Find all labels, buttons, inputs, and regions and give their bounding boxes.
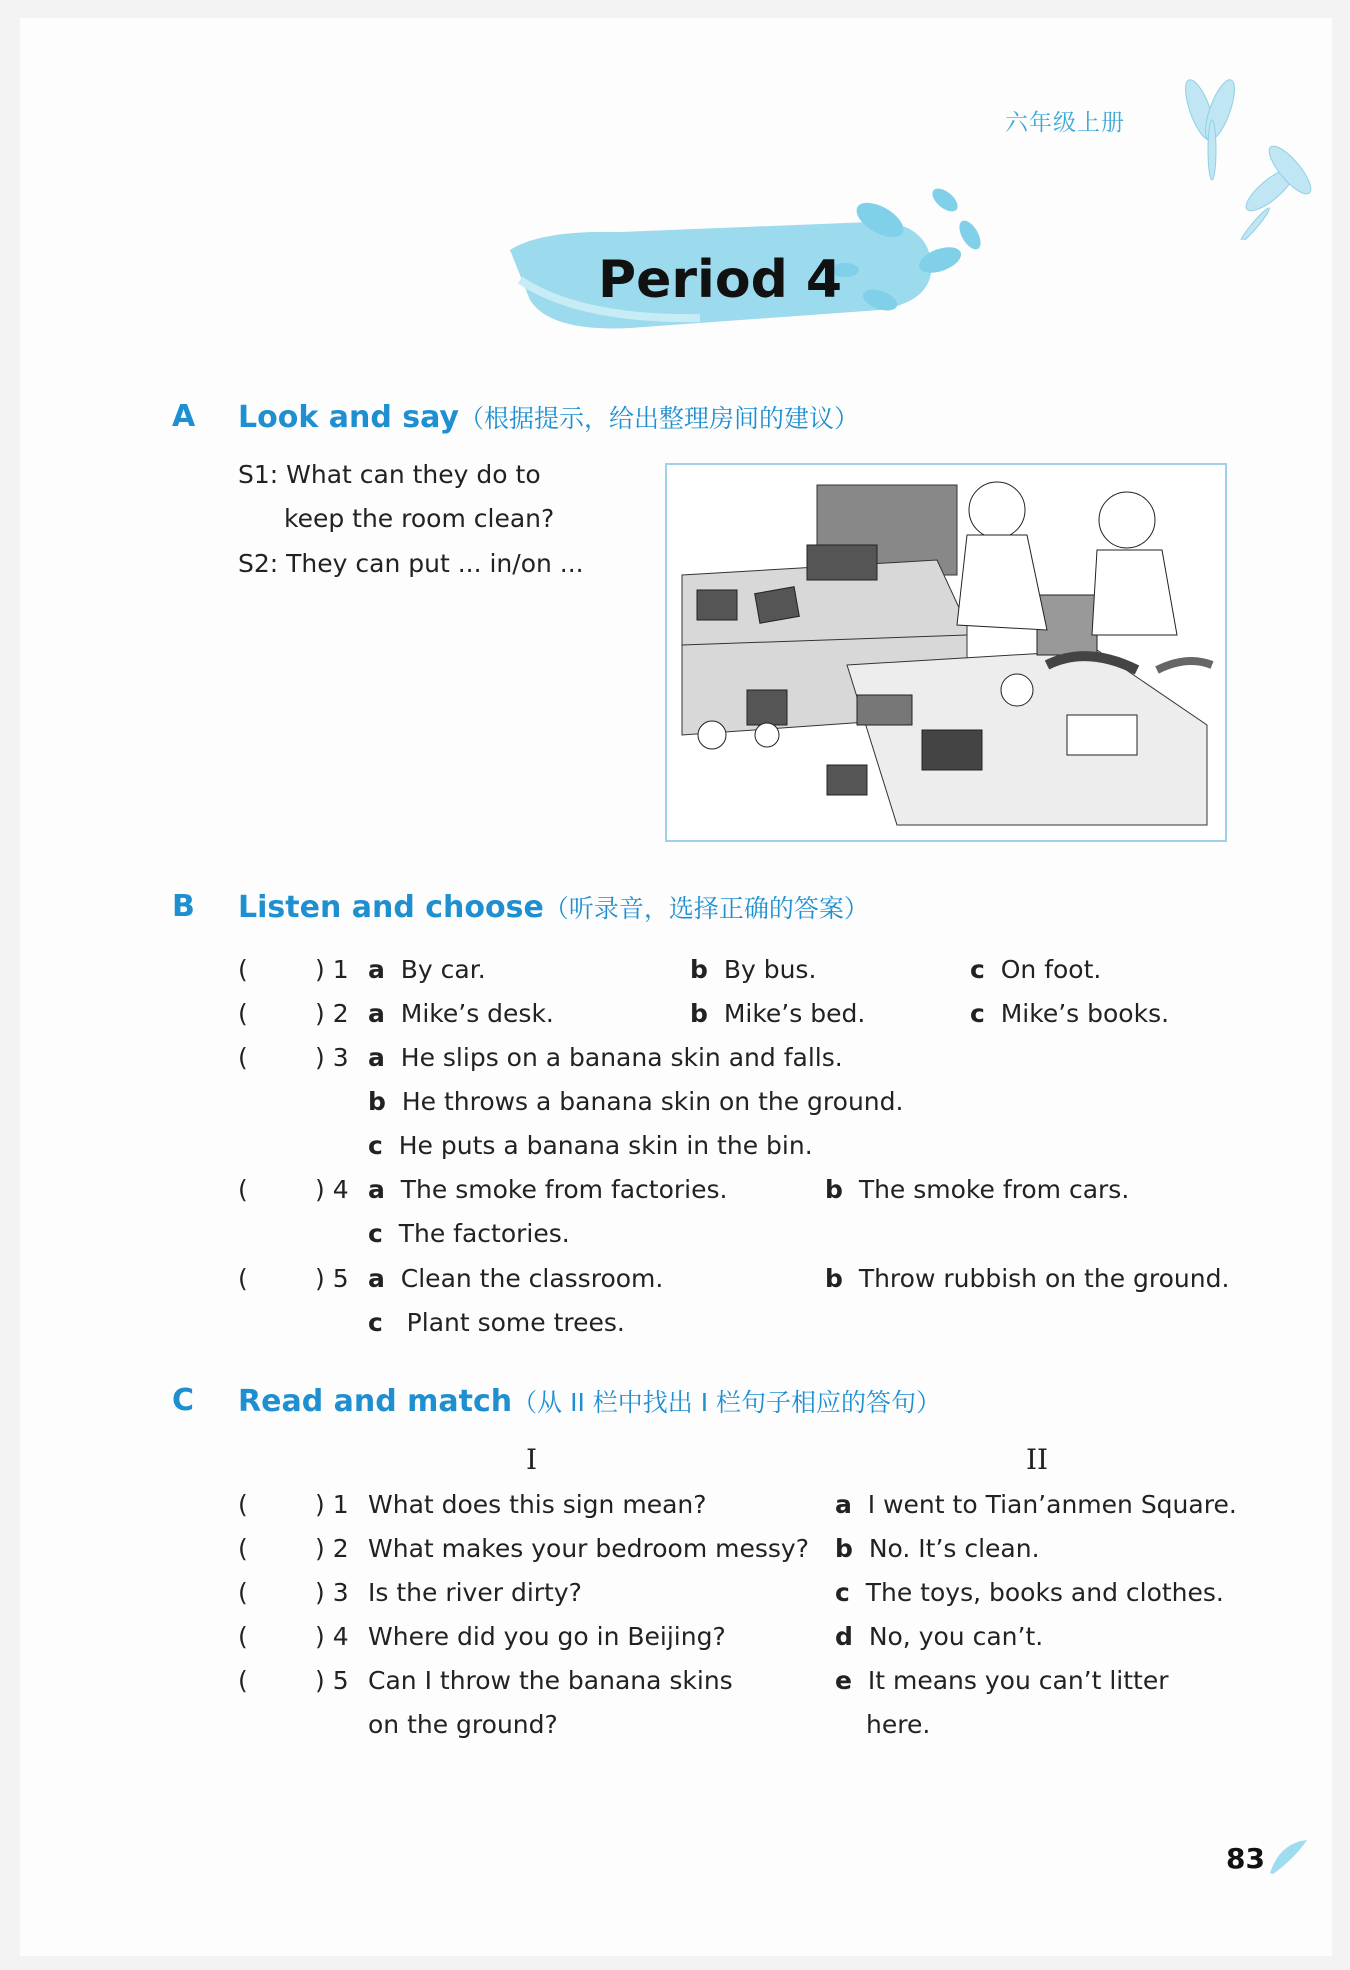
match-question: Where did you go in Beijing? bbox=[368, 1622, 726, 1651]
option-b: b Mike’s bed. bbox=[690, 999, 866, 1028]
section-a-title: Look and say bbox=[238, 400, 459, 435]
match-answer: a I went to Tian’anmen Square. bbox=[835, 1490, 1237, 1519]
option-b: b The smoke from cars. bbox=[825, 1175, 1130, 1204]
leaf-icon bbox=[1265, 1838, 1310, 1878]
answer-bracket[interactable]: ( bbox=[238, 955, 248, 984]
option-c: c On foot. bbox=[970, 955, 1102, 984]
question-number: ) 5 bbox=[315, 1264, 349, 1293]
match-answer: e It means you can’t litter bbox=[835, 1666, 1169, 1695]
question-number: ) 4 bbox=[315, 1622, 349, 1651]
page-number: 83 bbox=[1226, 1842, 1265, 1875]
column-one-header: I bbox=[526, 1443, 538, 1476]
option-c: c Plant some trees. bbox=[368, 1308, 625, 1337]
option-c: c He puts a banana skin in the bin. bbox=[368, 1131, 813, 1160]
question-number: ) 3 bbox=[315, 1043, 349, 1072]
question-number: ) 3 bbox=[315, 1578, 349, 1607]
section-c-heading bbox=[238, 1383, 941, 1419]
section-a-heading bbox=[238, 399, 859, 435]
section-b-subtitle: （听录音，选择正确的答案） bbox=[543, 894, 869, 923]
match-question: What does this sign mean? bbox=[368, 1490, 707, 1519]
column-two-header: II bbox=[1026, 1443, 1049, 1476]
question-number: ) 4 bbox=[315, 1175, 349, 1204]
question-number: ) 2 bbox=[315, 999, 349, 1028]
section-b-letter: B bbox=[172, 889, 195, 924]
answer-bracket[interactable]: ( bbox=[238, 1578, 248, 1607]
option-b: b By bus. bbox=[690, 955, 817, 984]
answer-bracket[interactable]: ( bbox=[238, 1264, 248, 1293]
match-question-continued: on the ground? bbox=[368, 1710, 558, 1739]
answer-bracket[interactable]: ( bbox=[238, 1622, 248, 1651]
dialogue-line: S1: What can they do to bbox=[238, 460, 541, 489]
option-a: a By car. bbox=[368, 955, 486, 984]
option-a: a Mike’s desk. bbox=[368, 999, 554, 1028]
section-a-subtitle: （根据提示，给出整理房间的建议） bbox=[459, 404, 860, 433]
dialogue-line: keep the room clean? bbox=[284, 504, 555, 533]
section-b-heading bbox=[238, 889, 869, 925]
question-number: ) 1 bbox=[315, 955, 349, 984]
match-answer: d No, you can’t. bbox=[835, 1622, 1044, 1651]
option-b: b Throw rubbish on the ground. bbox=[825, 1264, 1230, 1293]
section-a-letter: A bbox=[172, 399, 196, 434]
option-a: a The smoke from factories. bbox=[368, 1175, 728, 1204]
match-question: Is the river dirty? bbox=[368, 1578, 582, 1607]
match-answer-continued: here. bbox=[866, 1710, 931, 1739]
dragonfly-decoration bbox=[1140, 40, 1340, 240]
section-b-title: Listen and choose bbox=[238, 890, 544, 925]
messy-room-illustration bbox=[665, 463, 1227, 842]
section-c-title: Read and match bbox=[238, 1384, 513, 1419]
match-answer: b No. It’s clean. bbox=[835, 1534, 1040, 1563]
option-a: a Clean the classroom. bbox=[368, 1264, 664, 1293]
match-question: What makes your bedroom messy? bbox=[368, 1534, 809, 1563]
match-question: Can I throw the banana skins bbox=[368, 1666, 733, 1695]
dialogue-line: S2: They can put ... in/on ... bbox=[238, 549, 584, 578]
answer-bracket[interactable]: ( bbox=[238, 1175, 248, 1204]
answer-bracket[interactable]: ( bbox=[238, 999, 248, 1028]
option-b: b He throws a banana skin on the ground. bbox=[368, 1087, 904, 1116]
section-c-letter: C bbox=[172, 1383, 195, 1418]
answer-bracket[interactable]: ( bbox=[238, 1490, 248, 1519]
section-c-subtitle: （从 II 栏中找出 I 栏句子相应的答句） bbox=[512, 1388, 942, 1417]
grade-label: 六年级上册 bbox=[1005, 110, 1125, 136]
question-number: ) 1 bbox=[315, 1490, 349, 1519]
option-c: c Mike’s books. bbox=[970, 999, 1170, 1028]
option-c: c The factories. bbox=[368, 1219, 570, 1248]
answer-bracket[interactable]: ( bbox=[238, 1534, 248, 1563]
illustration-drawing bbox=[667, 465, 1225, 840]
page-title: Period 4 bbox=[598, 250, 843, 310]
match-answer: c The toys, books and clothes. bbox=[835, 1578, 1224, 1607]
answer-bracket[interactable]: ( bbox=[238, 1043, 248, 1072]
option-a: a He slips on a banana skin and falls. bbox=[368, 1043, 843, 1072]
question-number: ) 2 bbox=[315, 1534, 349, 1563]
answer-bracket[interactable]: ( bbox=[238, 1666, 248, 1695]
question-number: ) 5 bbox=[315, 1666, 349, 1695]
